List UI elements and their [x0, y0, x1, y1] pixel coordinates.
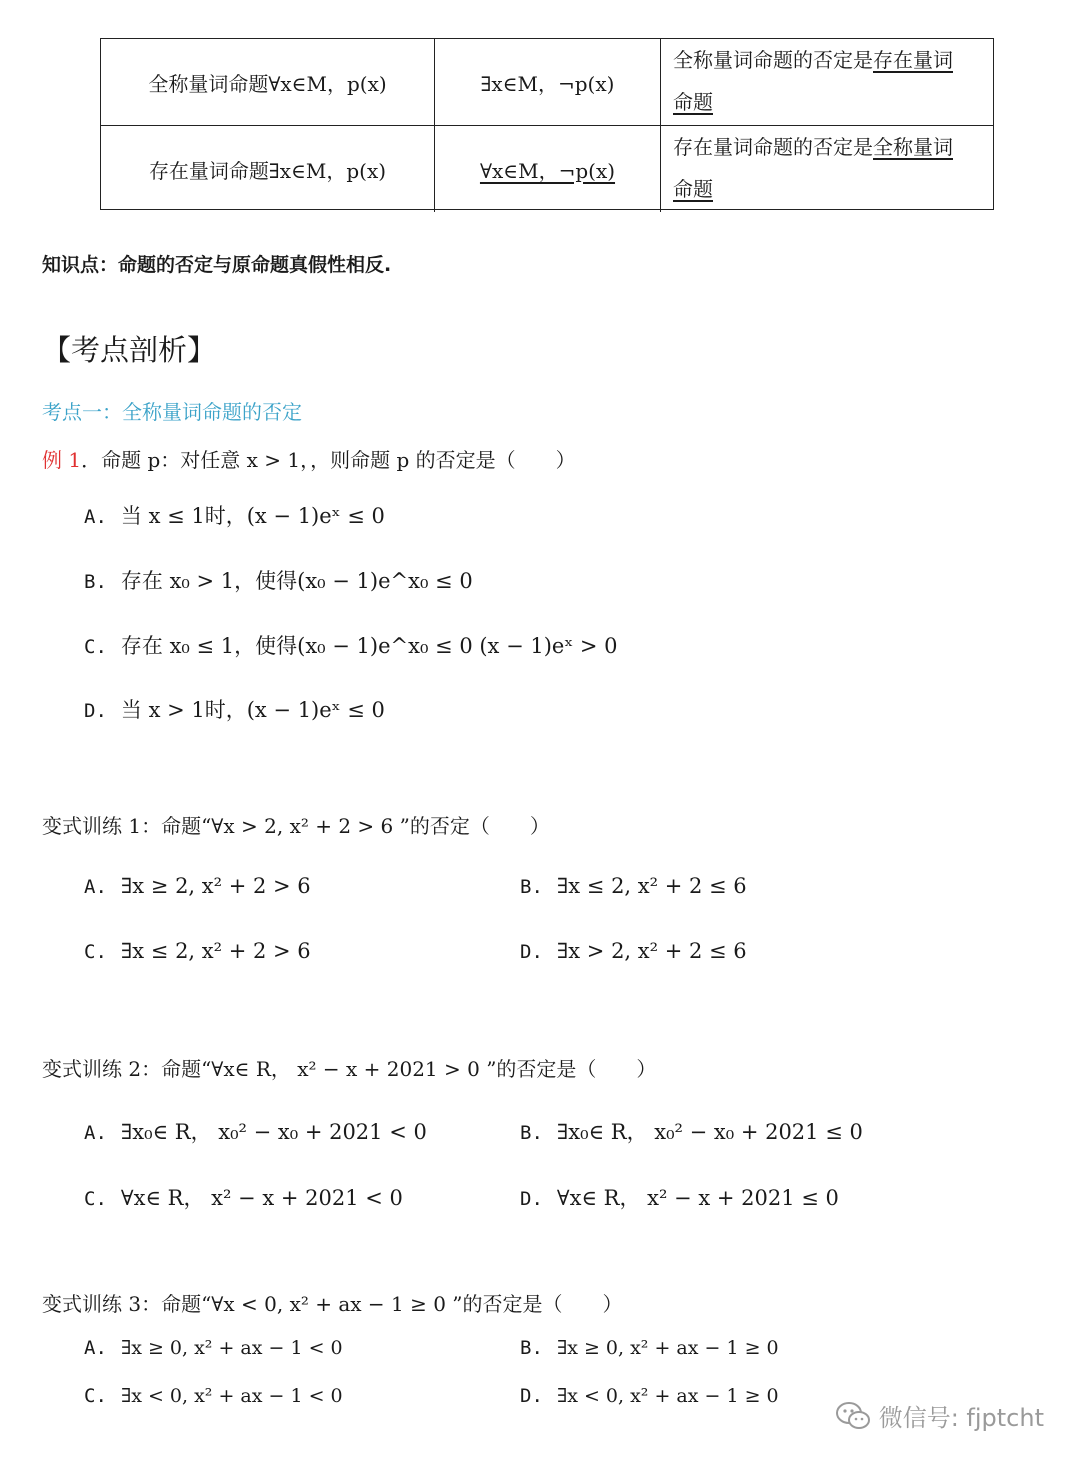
drill-3-option-c: C. ∃x < 0, x² + ax − 1 < 0	[84, 1385, 343, 1407]
example-1-stem: 例 1．命题 p：对任意 x > 1，，则命题 p 的否定是（ ）	[42, 448, 576, 472]
drill-1-option-c: C. ∃x ≤ 2, x² + 2 > 6	[84, 939, 311, 963]
example-1-option-a: A. 当 x ≤ 1时，(x − 1)eˣ ≤ 0	[84, 504, 385, 528]
drill-3-option-d: D. ∃x < 0, x² + ax − 1 ≥ 0	[520, 1385, 779, 1407]
table-cell-proposition: 存在量词命题∃x∈M，p(x)	[101, 126, 435, 212]
table-row	[101, 125, 993, 212]
drill-1-option-d: D. ∃x > 2, x² + 2 ≤ 6	[520, 939, 747, 963]
drill-3-option-b: B. ∃x ≥ 0, x² + ax − 1 ≥ 0	[520, 1337, 779, 1359]
kaodian-heading: 考点一：全称量词命题的否定	[42, 400, 302, 424]
example-label: 例 1	[42, 448, 82, 472]
table-cell-description: 全称量词命题的否定是存在量词 命题	[673, 48, 953, 114]
table-cell-negation: ∀x∈M，¬p(x)	[435, 126, 661, 212]
example-1-option-d: D. 当 x > 1时，(x − 1)eˣ ≤ 0	[84, 698, 385, 722]
drill-2-option-d: D. ∀x∈ R， x² − x + 2021 ≤ 0	[520, 1186, 839, 1210]
example-1-option-c: C. 存在 x₀ ≤ 1，使得(x₀ − 1)e^x₀ ≤ 0 (x − 1)eˣ > 0	[84, 634, 618, 658]
table-cell-description: 存在量词命题的否定是全称量词 命题	[673, 135, 953, 201]
drill-3-option-a: A. ∃x ≥ 0, x² + ax − 1 < 0	[84, 1337, 343, 1359]
drill-2-option-c: C. ∀x∈ R， x² − x + 2021 < 0	[84, 1186, 403, 1210]
drill-1-option-b: B. ∃x ≤ 2, x² + 2 ≤ 6	[520, 874, 747, 898]
section-title: 【考点剖析】	[42, 333, 217, 367]
table-row	[101, 39, 993, 125]
drill-1-option-a: A. ∃x ≥ 2, x² + 2 > 6	[84, 874, 311, 898]
wechat-watermark: 微信号: fjptcht	[835, 1398, 1044, 1433]
table-cell-proposition: 全称量词命题∀x∈M，p(x)	[101, 39, 435, 125]
wechat-icon	[835, 1401, 871, 1431]
drill-2-option-b: B. ∃x₀∈ R， x₀² − x₀ + 2021 ≤ 0	[520, 1120, 863, 1144]
drill-2-option-a: A. ∃x₀∈ R， x₀² − x₀ + 2021 < 0	[84, 1120, 427, 1144]
drill-2-stem: 变式训练 2：命题“∀x∈ R， x² − x + 2021 > 0 ”的否定是（ ）	[42, 1057, 657, 1081]
drill-3-stem: 变式训练 3：命题“∀x < 0, x² + ax − 1 ≥ 0 ”的否定是（ ）	[42, 1292, 623, 1316]
knowledge-note: 知识点：命题的否定与原命题真假性相反.	[42, 254, 392, 276]
quantifier-negation-table	[100, 38, 994, 210]
table-cell-negation: ∃x∈M，¬p(x)	[435, 39, 661, 125]
drill-1-stem: 变式训练 1：命题“∀x > 2, x² + 2 > 6 ”的否定（ ）	[42, 814, 550, 838]
example-1-option-b: B. 存在 x₀ > 1，使得(x₀ − 1)e^x₀ ≤ 0	[84, 569, 473, 593]
